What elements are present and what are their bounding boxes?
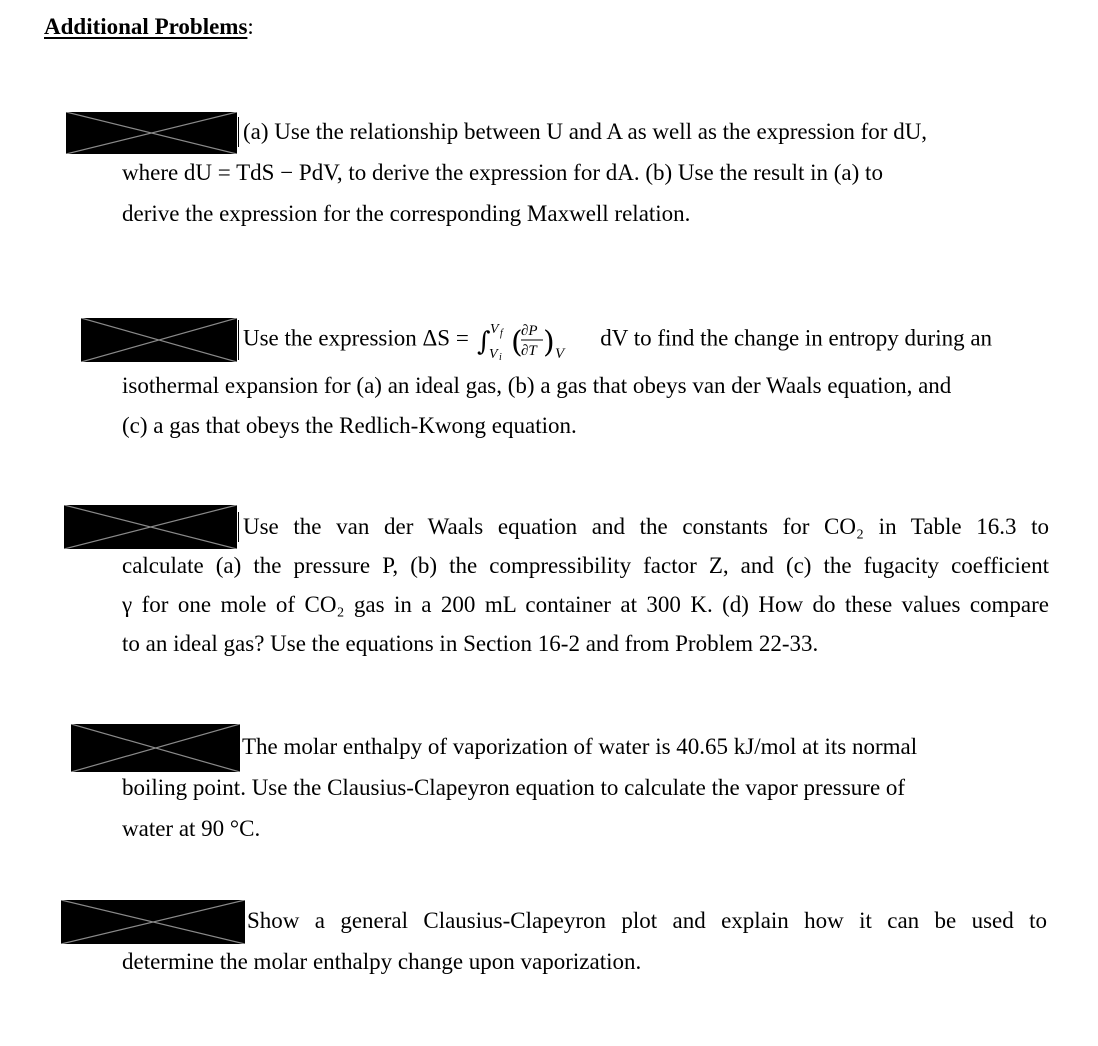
problem-3-line-2: calculate (a) the pressure P, (b) the compressibility factor Z, and (c) the fugacity coefficient bbox=[122, 553, 1049, 578]
section-heading-colon: : bbox=[247, 14, 254, 39]
problem-4-line-2: boiling point. Use the Clausius-Clapeyron equation to calculate the vapor pressure of bbox=[122, 775, 906, 800]
problem-5-line-2: determine the molar enthalpy change upon vaporization. bbox=[122, 949, 642, 974]
integral-upper-limit-sub: f bbox=[499, 328, 503, 339]
problem-2-line-1-prefix: Use the expression ΔS = bbox=[243, 325, 469, 351]
problem-3-line-1: Use the van der Waals equation and the constants for CO₂ in Table 16.3 to bbox=[238, 512, 1049, 542]
partial-subscript: V bbox=[554, 346, 564, 360]
redacted-problem-number-2 bbox=[81, 318, 237, 362]
redacted-problem-number-5 bbox=[61, 900, 245, 944]
problem-1-line-3: derive the expression for the corresponding Maxwell relation. bbox=[122, 201, 691, 226]
integral-upper-limit: V bbox=[489, 322, 499, 337]
redacted-problem-number-1 bbox=[66, 112, 237, 154]
svg-text:∫: ∫ bbox=[476, 327, 491, 357]
problem-4-line-1: The molar enthalpy of vaporization of water is 40.65 kJ/mol at its normal bbox=[242, 734, 918, 759]
problem-2-line-1 bbox=[238, 320, 992, 360]
entropy-integral-expression bbox=[475, 320, 595, 360]
problem-3-line-3: γ for one mole of CO₂ gas in a 200 mL container at 300 K. (d) How do these values compare bbox=[122, 592, 1049, 617]
svg-text:): ) bbox=[542, 325, 555, 360]
problem-2-line-2: isothermal expansion for (a) an ideal gas, (b) a gas that obeys van der Waals equation, and bbox=[122, 373, 952, 398]
redacted-problem-number-4 bbox=[71, 724, 240, 772]
problem-1-line-2: where dU = TdS − PdV, to derive the expression for dA. (b) Use the result in (a) to bbox=[122, 160, 883, 185]
redaction-cross-icon bbox=[61, 900, 245, 944]
redaction-cross-icon bbox=[81, 318, 237, 362]
problem-2-line-3: (c) a gas that obeys the Redlich-Kwong equation. bbox=[122, 413, 577, 438]
problem-3-line-4: to an ideal gas? Use the equations in Section 16-2 and from Problem 22-33. bbox=[122, 631, 819, 656]
problem-4-line-3: water at 90 °C. bbox=[122, 816, 261, 841]
partial-numerator: ∂P bbox=[520, 323, 538, 339]
problem-5-line-1: Show a general Clausius-Clapeyron plot and explain how it can be used to bbox=[247, 908, 1047, 933]
section-heading-title: Additional Problems bbox=[44, 14, 248, 39]
problem-2-line-1-suffix: dV to find the change in entropy during an bbox=[600, 325, 993, 351]
problem-1-line-1: (a) Use the relationship between U and A as well as the expression for dU, bbox=[238, 117, 927, 147]
partial-denominator: ∂T bbox=[520, 343, 537, 359]
redaction-cross-icon bbox=[71, 724, 240, 772]
integral-lower-limit-sub: i bbox=[498, 352, 502, 360]
svg-text:(: ( bbox=[510, 325, 523, 360]
section-heading bbox=[44, 14, 254, 40]
redaction-cross-icon bbox=[66, 112, 237, 154]
redaction-cross-icon bbox=[64, 505, 237, 549]
integral-lower-limit: V bbox=[488, 347, 498, 360]
redacted-problem-number-3 bbox=[64, 505, 237, 549]
